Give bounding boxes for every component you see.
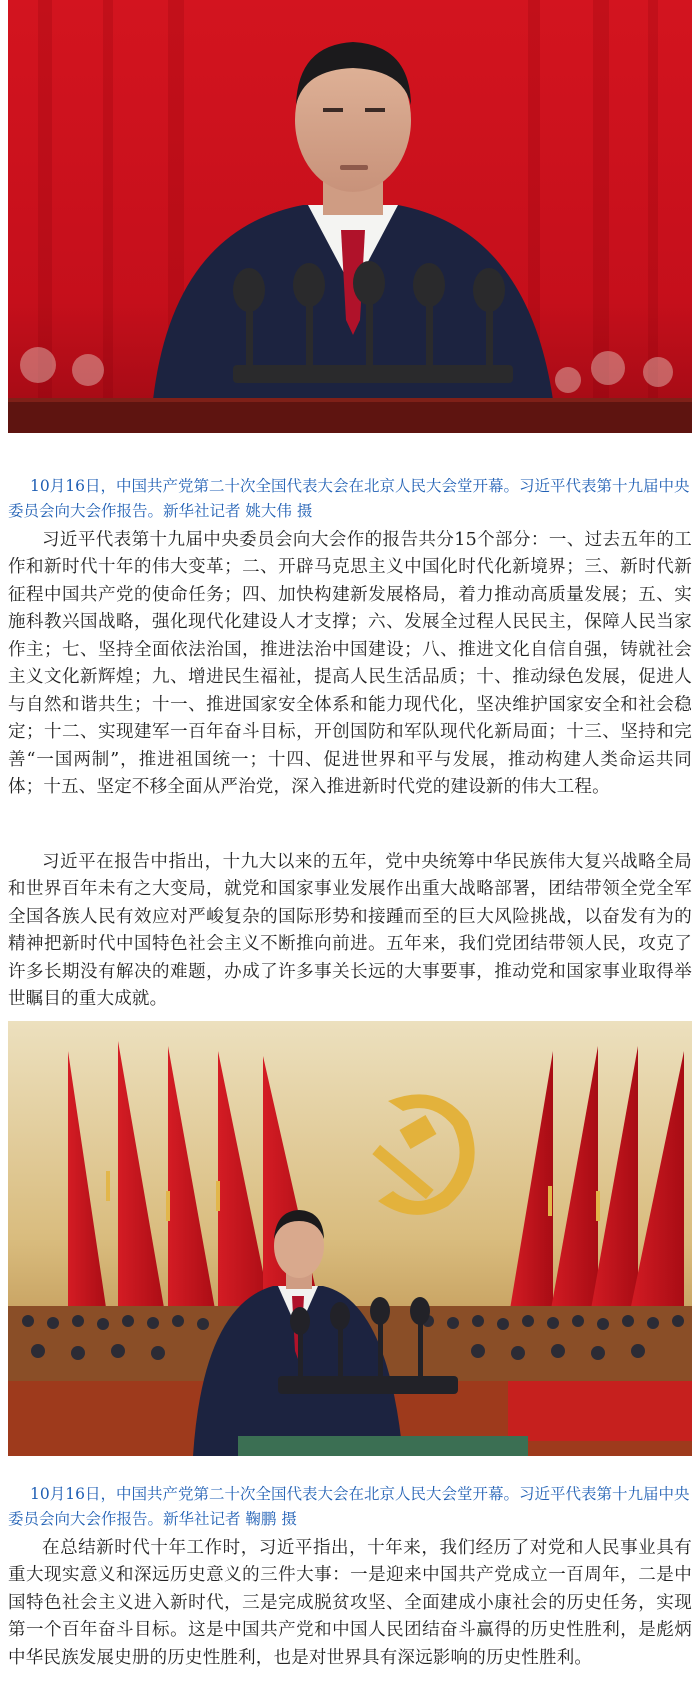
photo-caption-1: 10月16日，中国共产党第二十次全国代表大会在北京人民大会堂开幕。习近平代表第十九届中央委员会向大会作报告。新华社记者 姚大伟 摄 [8,476,690,520]
speech-photo-2-illustration [8,1021,692,1456]
body-paragraph-decade-summary: 在总结新时代十年工作时，习近平指出，十年来，我们经历了对党和人民事业具有重大现实意义和深远历史意义的三件大事：一是迎来中国共产党成立一百周年，二是中国特色社会主义进入新时代，三是完成脱贫攻坚、全面建成小康社会的历史任务，实现第一个百年奋斗目标。这是中国共产党和中国人民团结奋斗赢得的历史性胜利，是彪炳中华民族发展史册的历史性胜利，也是对世界具有深远影响的历史性胜利。 [8,1537,692,1668]
body-paragraph-report-structure: 习近平代表第十九届中央委员会向大会作的报告共分15个部分：一、过去五年的工作和新时代十年的伟大变革；二、开辟马克思主义中国化时代化新境界；三、新时代新征程中国共产党的使命任务；四、加快构建新发展格局，着力推动高质量发展；五、实施科教兴国战略，强化现代化建设人才支撑；六、发展全过程人民民主，保障人民当家作主；七、坚持全面依法治国，推进法治中国建设；八、推进文化自信自强，铸就社会主义文化新辉煌；九、增进民生福祉，提高人民生活品质；十、推动绿色发展，促进人与自然和谐共生；十一、推进国家安全体系和能力现代化，坚决维护国家安全和社会稳定；十二、实现建军一百年奋斗目标，开创国防和军队现代化新局面；十三、坚持和完善“一国两制”，推进祖国统一；十四、促进世界和平与发展，推动构建人类命运共同体；十五、坚定不移全面从严治党，深入推进新时代党的建设新的伟大工程。 [8,529,692,797]
speech-photo-2 [8,1021,692,1456]
speech-photo-1 [8,0,692,433]
photo-caption-2: 10月16日，中国共产党第二十次全国代表大会在北京人民大会堂开幕。习近平代表第十九届中央委员会向大会作报告。新华社记者 鞠鹏 摄 [8,1484,690,1528]
body-paragraph-five-years: 习近平在报告中指出，十九大以来的五年，党中央统筹中华民族伟大复兴战略全局和世界百年未有之大变局，就党和国家事业发展作出重大战略部署，团结带领全党全军全国各族人民有效应对严峻复杂的国际形势和接踵而至的巨大风险挑战，以奋发有为的精神把新时代中国特色社会主义不断推向前进。五年来，我们党团结带领人民，攻克了许多长期没有解决的难题，办成了许多事关长远的大事要事，推动党和国家事业取得举世瞩目的重大成就。 [8,851,692,1009]
speech-photo-1-illustration [8,0,692,433]
